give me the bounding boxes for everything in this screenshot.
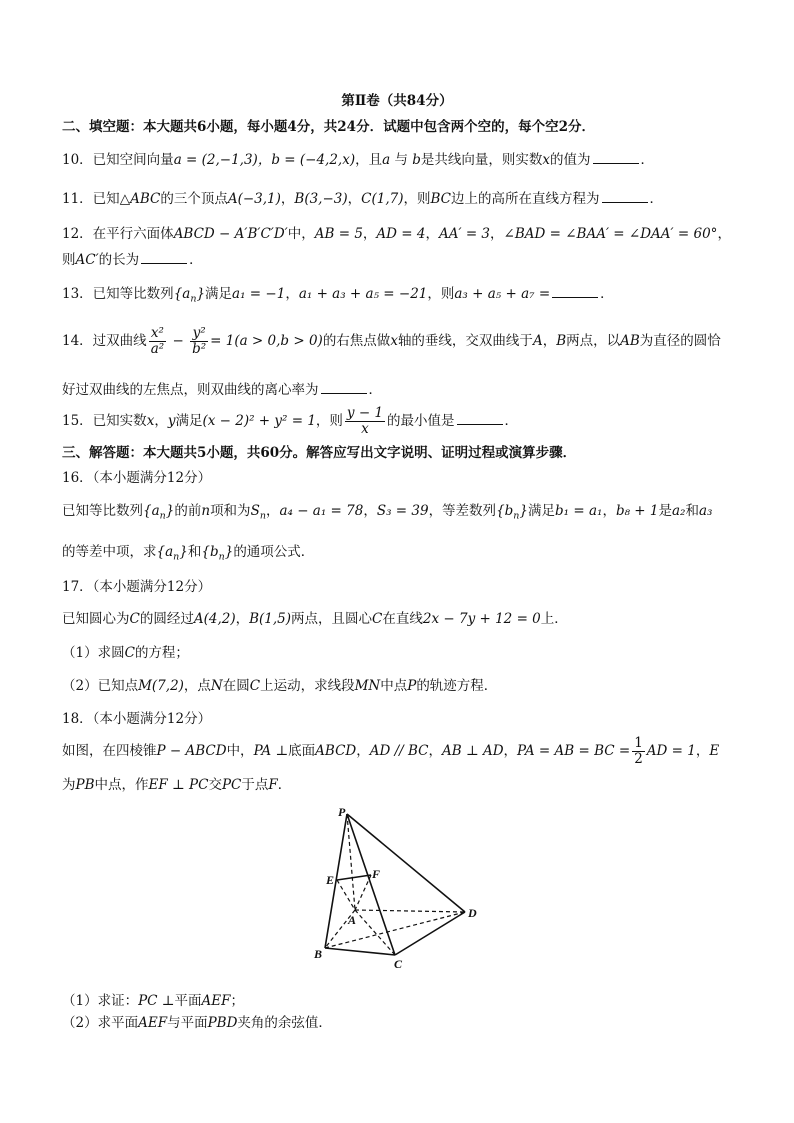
answer-blank[interactable] [457, 411, 503, 425]
question-11: 11．已知△ABC的三个顶点A(−3,1)，B(3,−3)，C(1,7)，则BC边上的高所在直线方程为 ． [62, 191, 664, 207]
answer-blank[interactable] [602, 189, 648, 203]
question-17-heading: 17．（本小题满分12分） [62, 579, 212, 595]
question-14: 14．过双曲线 $\frac{\text{x²}}{\text{a²}}$ − $\frac{\text{y²}}{\text{b²}}$ = 1(a > 0,b > 0)的右焦点做x轴的垂线，交双曲线于A，B两点，以AB为直径的圆恰 [62, 325, 721, 357]
answer-blank[interactable] [321, 380, 367, 394]
edge-AD [355, 910, 465, 912]
question-12-cont: 则AC′的长为 ． [62, 252, 203, 268]
question-10: 10．已知空间向量a = (2,−1,3)，b = (−4,2,x)，且a 与 b是共线向量，则实数x的值为 ． [62, 152, 655, 168]
question-14-cont: 好过双曲线的左焦点，则双曲线的离心率为 ． [62, 382, 382, 398]
edge-BC [325, 948, 395, 955]
answer-blank[interactable] [552, 284, 598, 298]
label-F: F [372, 867, 381, 881]
question-15: 15．已知实数x，y满足(x − 2)² + y² = 1，则 $\frac{y - 1}{x}$ 的最小值是 ． [62, 405, 519, 437]
question-16-cont: 的等差中项，求$\{a_n\}$和$\{b_n\}$的通项公式． [62, 544, 315, 563]
label-D: D [468, 906, 477, 920]
edge-PC [347, 814, 395, 955]
label-B: B [314, 947, 323, 961]
label-A: A [348, 913, 357, 927]
edge-CD [395, 912, 465, 955]
segment-AF [355, 875, 371, 910]
question-18-heading: 18．（本小题满分12分） [62, 711, 212, 727]
pyramid-figure [300, 800, 500, 985]
label-P: P [338, 805, 346, 819]
question-18-part-2: （2）求平面AEF与平面PBD夹角的余弦值． [62, 1015, 332, 1031]
edge-AC [355, 910, 395, 955]
fill-blank-heading: 二、填空题：本大题共6小题，每小题4分，共24分．试题中包含两个空的，每个空2分． [62, 119, 595, 135]
question-17: 已知圆心为C的圆经过A(4,2)，B(1,5)两点，且圆心C在直线2x − 7y + 12 = 0上． [62, 611, 568, 627]
edge-PA [347, 814, 355, 910]
label-E: E [326, 873, 335, 887]
question-18-part-1: （1）求证：PC ⊥平面AEF； [62, 993, 244, 1009]
figure-hidden-edges [325, 814, 465, 955]
edge-PD [347, 814, 465, 912]
fraction-one-half: $\frac{1}{2}$ [634, 735, 643, 767]
edge-BD [325, 912, 465, 948]
question-13: 13．已知等比数列$\{a_n\}$满足a₁ = −1，a₁ + a₃ + a₅ = −21，则a₃ + a₅ + a₇ = ． [62, 286, 614, 305]
question-12: 12．在平行六面体ABCD − A′B′C′D′中，AB = 5，AD = 4，AA′ = 3，∠BAD = ∠BAA′ = ∠DAA′ = 60°， [62, 226, 731, 242]
fraction-y2-b2: $\frac{\text{y²}}{\text{b²}}$ [192, 325, 207, 357]
answer-section-heading: 三、解答题：本大题共5小题，共60分。解答应写出文字说明、证明过程或演算步骤． [62, 445, 577, 461]
question-17-part-2: （2）已知点M(7,2)，点N在圆C上运动，求线段MN中点P的轨迹方程． [62, 678, 498, 694]
question-16: 已知等比数列$\{a_n\}$的前n项和为$S_n$，a₄ − a₁ = 78，S₃ = 39，等差数列$\{b_n\}$满足b₁ = a₁，b₈ + 1是a₂和a₃ [62, 503, 713, 522]
fraction-x2-a2: $\frac{\text{x²}}{\text{a²}}$ [150, 325, 165, 357]
question-18: 如图，在四棱锥P − ABCD中，PA ⊥底面ABCD，AD // BC，AB ⊥ AD，PA = AB = BC = $\frac{1}{2}$ AD = 1，E [62, 735, 720, 767]
question-17-part-1: （1）求圆C的方程； [62, 645, 189, 661]
fraction-y-minus-1-over-x: $\frac{y - 1}{x}$ [346, 405, 384, 437]
section-title: 第Ⅱ卷（共84分） [341, 93, 453, 109]
question-18-cont: 为PB中点，作EF ⊥ PC交PC于点F． [62, 777, 292, 793]
segment-EF [337, 875, 371, 880]
answer-blank[interactable] [141, 250, 187, 264]
question-16-heading: 16．（本小题满分12分） [62, 470, 212, 486]
figure-solid-edges [325, 814, 465, 955]
label-C: C [394, 957, 403, 971]
answer-blank[interactable] [593, 150, 639, 164]
